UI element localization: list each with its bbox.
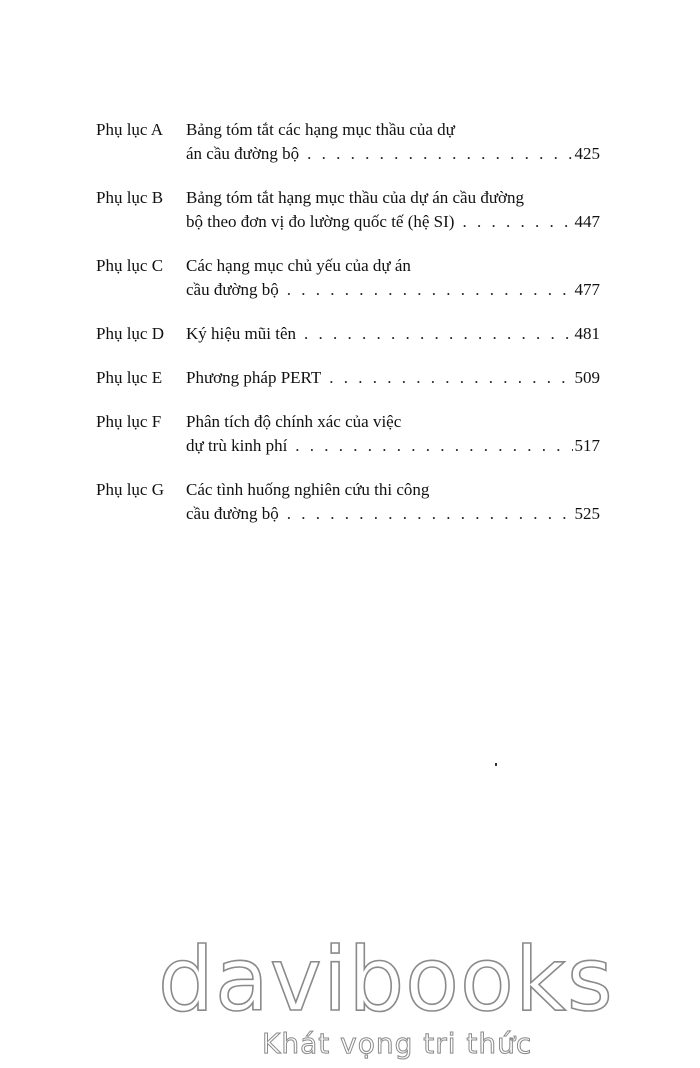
toc-entry-first-line [96, 366, 600, 390]
watermark-slogan: Khát vọng tri thức [262, 1027, 533, 1060]
appendix-title-line2: cầu đường bộ [186, 504, 279, 523]
appendix-title-line1: Bảng tóm tắt hạng mục thầu của dự án cầu đường [186, 188, 525, 207]
appendix-label: Phụ lục F [96, 412, 162, 431]
appendix-title-line2: án cầu đường bộ [186, 144, 300, 163]
toc-entry-first-line [96, 254, 600, 278]
appendix-label: Phụ lục B [96, 188, 164, 207]
appendix-title-line2: cầu đường bộ [186, 280, 279, 299]
appendix-label: Phụ lục D [96, 324, 164, 343]
toc-entry-second-line [96, 502, 600, 526]
dot-leader [307, 142, 572, 166]
toc-entry-appendix-g [96, 478, 600, 526]
page-number: 509 [574, 368, 600, 387]
appendix-title-line1: Ký hiệu mũi tên [186, 324, 297, 343]
toc-entry-appendix-e [96, 366, 600, 390]
toc-entry-appendix-d [96, 322, 600, 346]
toc-entry-first-line [96, 410, 600, 434]
toc-entry-first-line [96, 186, 600, 210]
appendix-title-line1: Phương pháp PERT [186, 368, 322, 387]
dot-leader [295, 434, 572, 458]
appendix-title-line1: Các tình huống nghiên cứu thi công [186, 480, 430, 499]
toc-entry-appendix-a [96, 118, 600, 166]
toc-entry-second-line [96, 278, 600, 302]
dot-leader [329, 366, 572, 390]
appendix-title-line1: Bảng tóm tắt các hạng mục thầu của dự [186, 120, 455, 139]
toc-entry-second-line [96, 210, 600, 234]
dot-leader [287, 278, 573, 302]
appendix-label: Phụ lục E [96, 368, 163, 387]
appendix-label: Phụ lục A [96, 120, 164, 139]
toc-entry-second-line [96, 434, 600, 458]
stray-dot-mark [495, 763, 497, 766]
table-of-contents [96, 118, 600, 546]
appendix-label: Phụ lục C [96, 256, 164, 275]
page-number: 517 [574, 436, 600, 455]
toc-entry-appendix-f [96, 410, 600, 458]
watermark-brand-name: davibooks [158, 928, 614, 1031]
toc-entry-first-line [96, 322, 600, 346]
appendix-title-line1: Các hạng mục chủ yếu của dự án [186, 256, 411, 275]
toc-entry-first-line [96, 118, 600, 142]
page-number: 525 [574, 504, 600, 523]
watermark-logo [0, 930, 700, 1060]
appendix-label: Phụ lục G [96, 480, 164, 499]
appendix-title-line2: dự trù kinh phí [186, 436, 288, 455]
appendix-title-line2: bộ theo đơn vị đo lường quốc tế (hệ SI) [186, 212, 455, 231]
toc-entry-appendix-b [96, 186, 600, 234]
dot-leader [287, 502, 573, 526]
toc-entry-appendix-c [96, 254, 600, 302]
toc-entry-second-line [96, 142, 600, 166]
dot-leader [304, 322, 572, 346]
page-number: 447 [574, 212, 600, 231]
dot-leader [462, 210, 572, 234]
appendix-title-line1: Phân tích độ chính xác của việc [186, 412, 402, 431]
page-number: 481 [574, 324, 600, 343]
toc-entry-first-line [96, 478, 600, 502]
page-number: 477 [574, 280, 600, 299]
page-number: 425 [574, 144, 600, 163]
